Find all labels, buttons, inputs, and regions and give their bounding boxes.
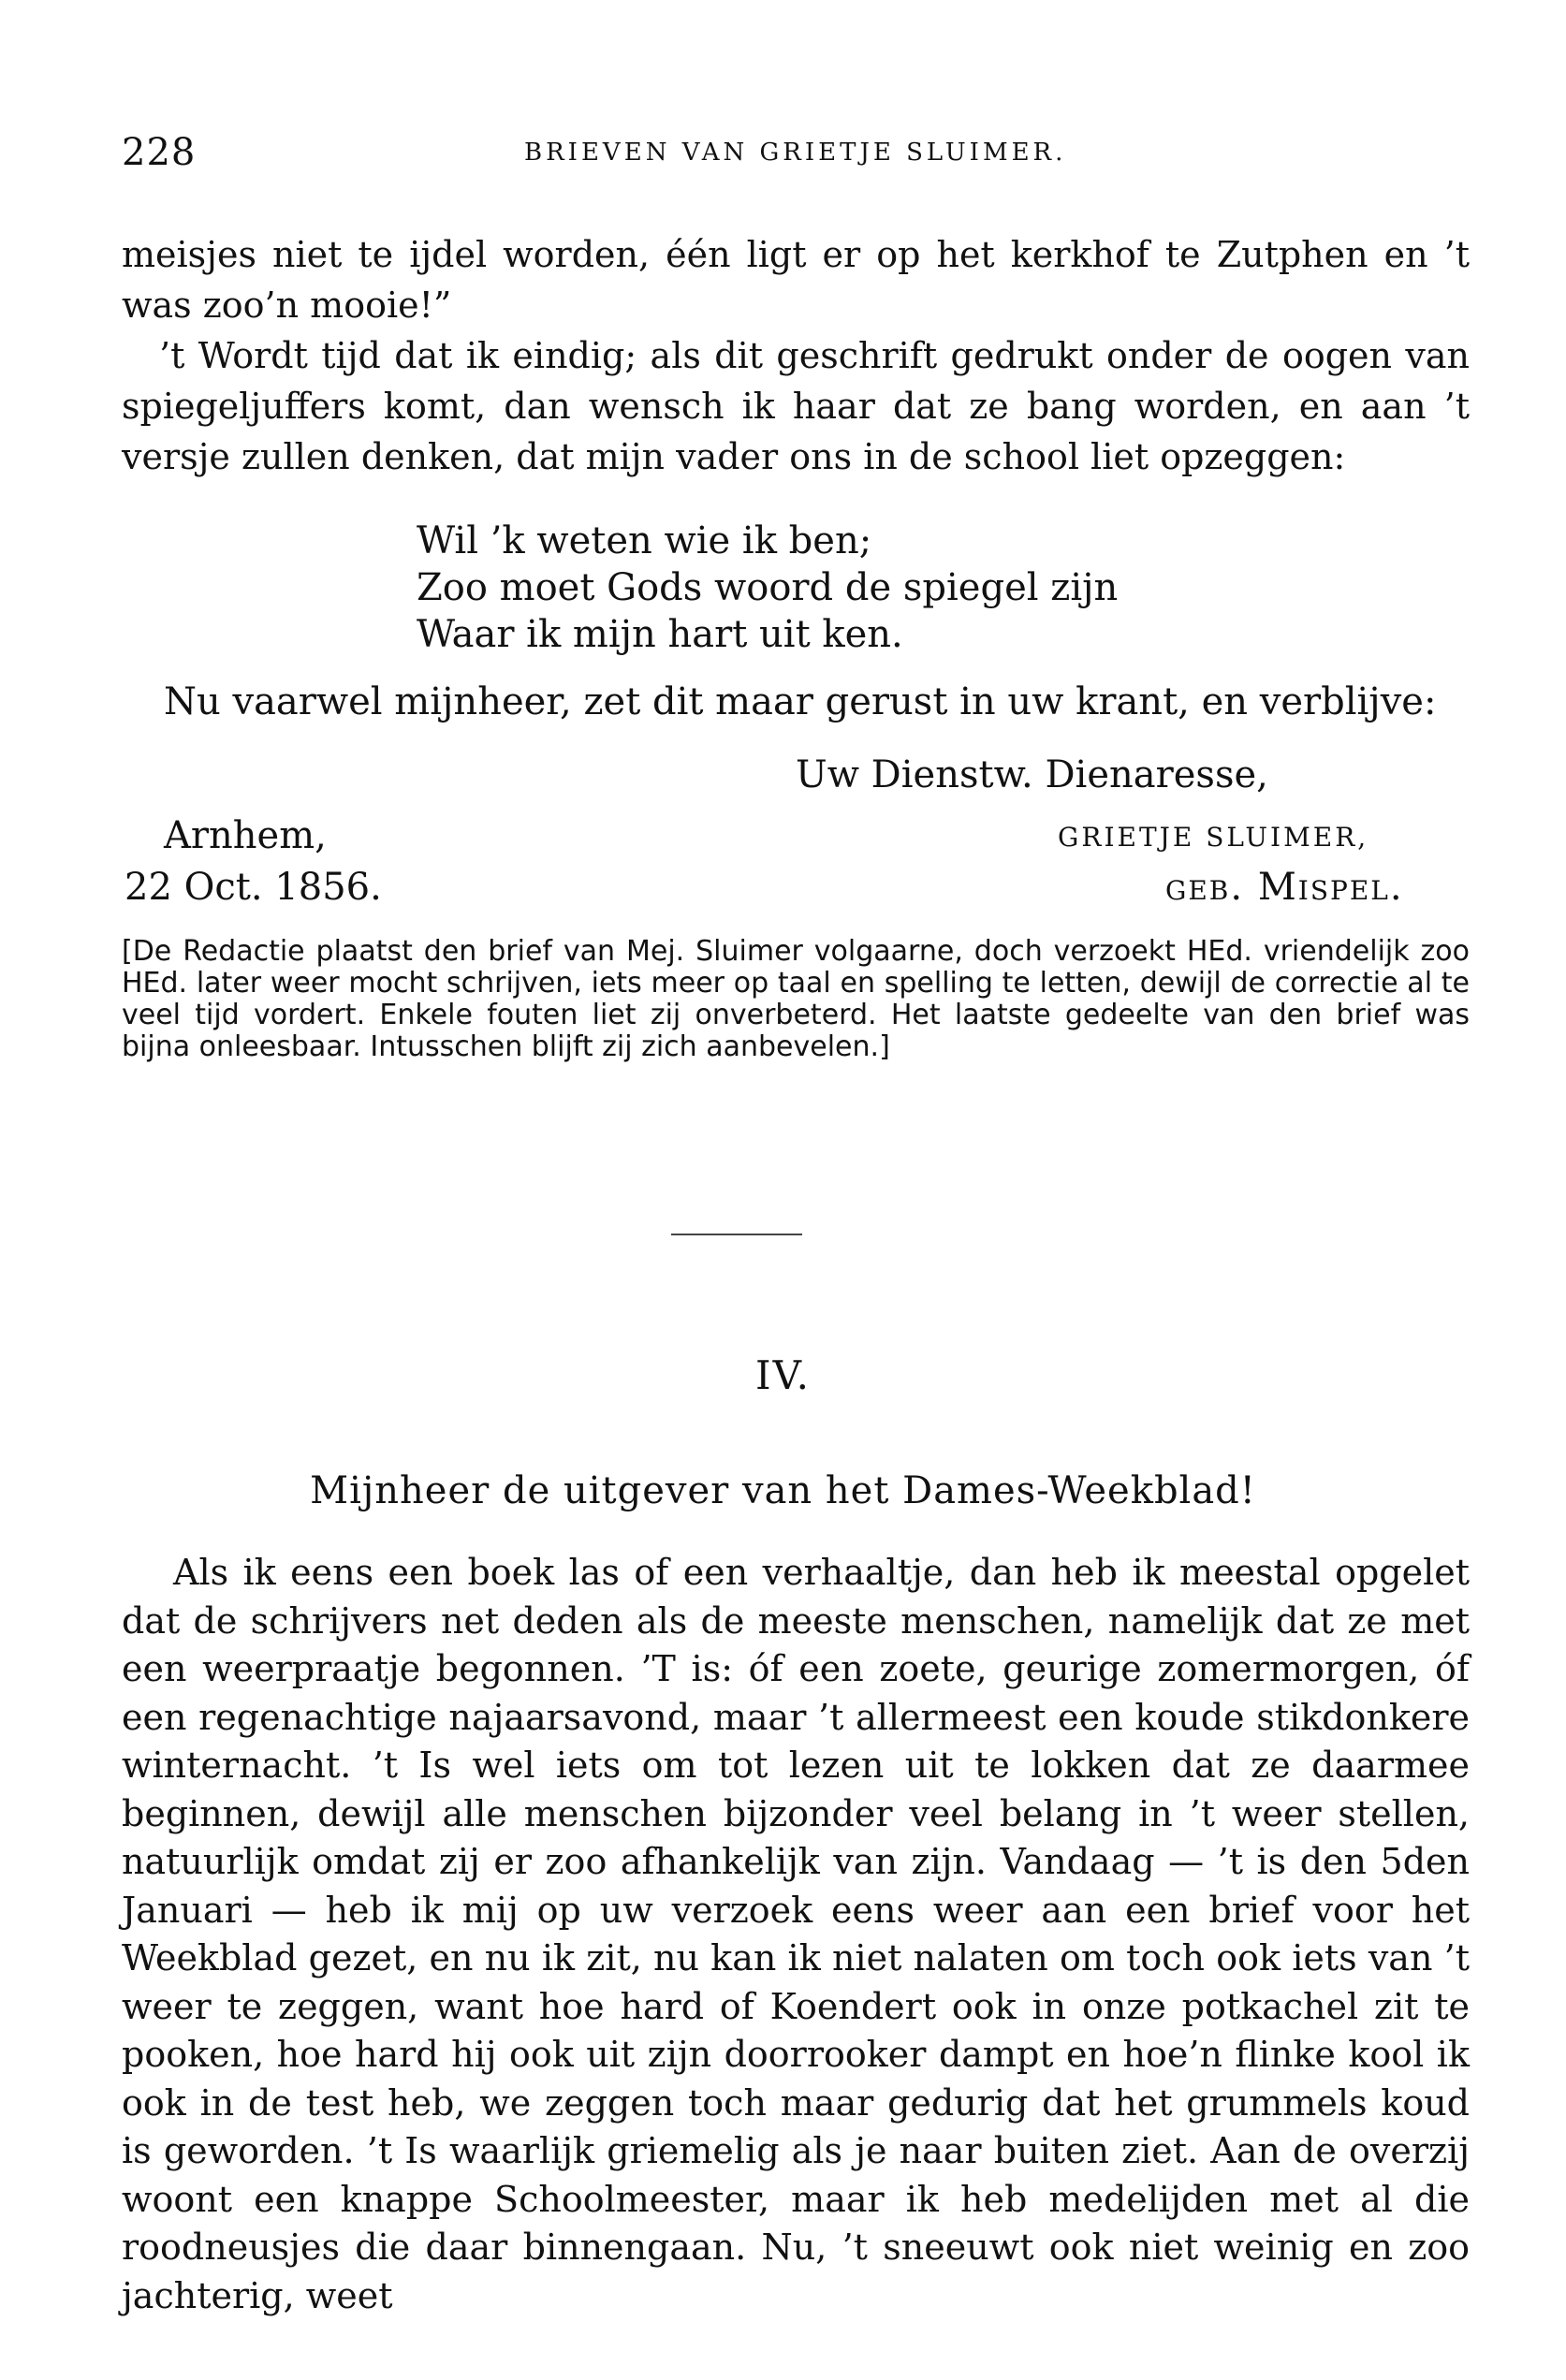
signature: GRIETJE SLUIMER, xyxy=(1058,822,1369,853)
chapter-title: Mijnheer de uitgever van het Dames-Weekblad! xyxy=(310,1469,1256,1512)
editor-note: [De Redactie plaatst den brief van Mej. Sluimer volgaarne, doch verzoekt HEd. vriendelijk zoo HEd. later weer mocht schrijven, iets meer op taal en spelling te letten, dewijl de correctie al te veel tijd vordert. Enkele fouten liet zij onverbeterd. Het laatste gedeelte van den brief was bijna onleesbaar. Intusschen blijft zij zich aanbevelen.] xyxy=(122,935,1470,1063)
opening-paragraph-1: meisjes niet te ijdel worden, één ligt er op het kerkhof te Zutphen en ’t was zoo’n mooie!” xyxy=(122,234,1470,326)
running-title: BRIEVEN VAN GRIETJE SLUIMER. xyxy=(524,139,1067,167)
poem-line-2: Zoo moet Gods woord de spiegel zijn xyxy=(417,566,1119,609)
date: 22 Oct. 1856. xyxy=(124,866,382,909)
poem-line-1: Wil ’k weten wie ik ben; xyxy=(417,519,872,562)
farewell-line: Nu vaarwel mijnheer, zet dit maar gerust in uw krant, en verblijve: xyxy=(164,680,1437,723)
running-head xyxy=(0,131,1566,178)
place: Arnhem, xyxy=(164,814,327,857)
maiden-name: geb. Mispel. xyxy=(1165,866,1404,909)
poem-line-3: Waar ik mijn hart uit ken. xyxy=(417,613,903,656)
letter-body xyxy=(122,1549,1470,2320)
page-number: 228 xyxy=(122,131,197,174)
letter-paragraph-1: Als ik eens een boek las of een verhaaltje, dan heb ik meestal opgelet dat de schrijvers net deden als de meeste menschen, namelijk dat ze met een weerpraatje begonnen. ’T is: óf een zoete, geurige zomermorgen, óf een regenachtige najaarsavond, maar ’t allermeest een koude stikdonkere winternacht. ’t Is wel iets om tot lezen uit te lokken dat ze daarmee beginnen, dewijl alle menschen bijzonder veel belang in ’t weer stellen, natuurlijk omdat zij er zoo afhankelijk van zijn. Vandaag — ’t is den 5den Januari — heb ik mij op uw verzoek eens weer aan een brief voor het Weekblad gezet, en nu ik zit, nu kan ik niet nalaten om toch ook iets van ’t weer te zeggen, want hoe hard of Koendert ook in onze potkachel zit te pooken, hoe hard hij ook uit zijn doorrooker dampt en hoe’n flinke kool ik ook in de test heb, we zeggen toch maar gedurig dat het grummels koud is geworden. ’t Is waarlijk griemelig als je naar buiten ziet. Aan de overzij woont een knappe Schoolmeester, maar ik heb medelijden met al die roodneusjes die daar binnengaan. Nu, ’t sneeuwt ook niet weinig en zoo jachterig, weet xyxy=(122,1552,1470,2316)
chapter-number: IV. xyxy=(755,1352,811,1398)
opening-text xyxy=(122,229,1470,482)
section-divider xyxy=(671,1234,802,1235)
poem xyxy=(417,518,1118,658)
opening-paragraph-2: ’t Wordt tijd dat ik eindig; als dit geschrift gedrukt onder de oogen van spiegeljuffers komt, dan wensch ik haar dat ze bang worden, en aan ’t versje zullen denken, dat mijn vader ons in de school liet opzeggen: xyxy=(122,335,1470,477)
salutation: Uw Dienstw. Dienaresse, xyxy=(796,753,1268,796)
